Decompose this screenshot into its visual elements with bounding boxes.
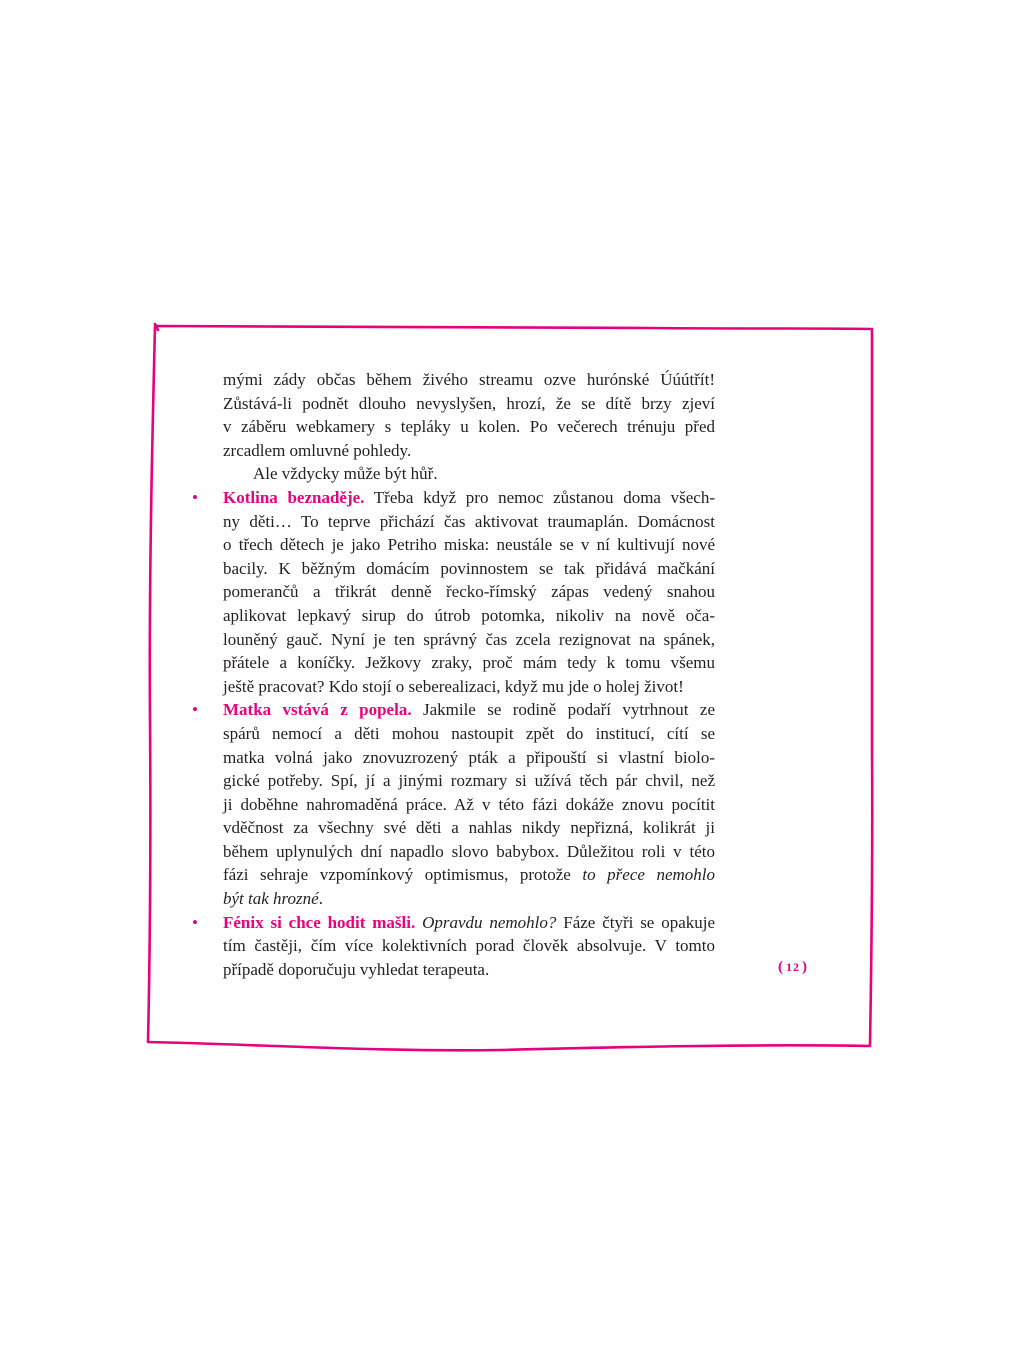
item-text: . bbox=[318, 889, 323, 909]
text-line: ještě pracovat? Kdo stojí o seberealizaci, když mu jde o holej život! bbox=[223, 676, 684, 696]
text-line bbox=[223, 698, 715, 722]
text-line: pomerančů a třikrát denně řecko-římský zápas vedený snahou bbox=[223, 582, 715, 602]
text-line: bacily. K běžným domácím povinnostem se tak přidává mačkání bbox=[223, 558, 715, 578]
item-title: Kotlina beznaděje. bbox=[223, 487, 365, 507]
text-line: o třech dětech je jako Petriho miska: neustále se v ní kultivují nové bbox=[223, 535, 715, 555]
text-line: případě doporučuju vyhledat terapeuta. bbox=[223, 959, 490, 979]
intro-paragraph bbox=[223, 368, 715, 462]
page-body bbox=[192, 368, 716, 981]
text-line: tím častěji, čím více kolektivních porad člověk absolvuje. V tomto bbox=[223, 936, 715, 956]
text-line: ny děti… To teprve přichází čas aktivovat traumaplán. Domácnost bbox=[223, 511, 715, 531]
item-title: Fénix si chce hodit mašli. bbox=[223, 912, 416, 932]
list-item-fenix bbox=[192, 911, 716, 982]
page-number-value: 12 bbox=[786, 960, 800, 974]
list-item-matka bbox=[192, 698, 715, 910]
text-line bbox=[223, 911, 715, 935]
second-paragraph bbox=[223, 462, 715, 486]
text-line: spárů nemocí a děti mohou nastoupit zpět do institucí, cítí se bbox=[223, 723, 715, 743]
text-line: mými zády občas během živého streamu ozve hurónské Úúútřít! bbox=[223, 370, 715, 389]
text-line: ji doběhne nahromaděná práce. Až v této fázi dokáže znovu pocítit bbox=[223, 794, 715, 814]
text-line: přátele a koníčky. Ježkovy zraky, proč mám tedy k tomu všemu bbox=[223, 653, 715, 673]
bullet-icon: • bbox=[192, 487, 198, 507]
item-title: Matka vstává z popela. bbox=[223, 700, 412, 720]
italic-text: Opravdu nemohlo? bbox=[422, 912, 557, 932]
bullet-icon: • bbox=[192, 700, 198, 720]
item-text: fázi sehraje vzpomínkový optimismus, protože bbox=[223, 865, 583, 885]
item-text: Fáze čtyři se opakuje bbox=[556, 912, 716, 932]
item-text: Třeba když pro nemoc zůstanou doma všech- bbox=[364, 487, 715, 507]
text-line: Ale vždycky může být hůř. bbox=[253, 464, 438, 484]
text-line bbox=[223, 887, 715, 911]
text-line bbox=[223, 863, 715, 887]
text-line: vděčnost za všechny své děti a nahlas nikdy nepřizná, kolikrát ji bbox=[223, 818, 715, 838]
text-line: louněný gauč. Nyní je ten správný čas zcela rezignovat na spánek, bbox=[223, 629, 715, 649]
page-number-open: ( bbox=[778, 959, 784, 975]
text-line: gické potřeby. Spí, jí a jinými rozmary si užívá těch pár chvil, než bbox=[223, 771, 715, 791]
italic-text: to přece nemohlo bbox=[582, 865, 715, 885]
text-line: během uplynulých dní napadlo slovo babybox. Důležitou roli v této bbox=[223, 841, 715, 861]
page-number-close: ) bbox=[802, 959, 808, 975]
text-line: zrcadlem omluvné pohledy. bbox=[223, 440, 412, 460]
text-line: Zůstává-li podnět dlouho nevyslyšen, hrozí, že se dítě brzy zjeví bbox=[223, 393, 715, 413]
text-line: v záběru webkamery s tepláky u kolen. Po večerech trénuju před bbox=[223, 417, 715, 437]
italic-text: být tak hrozné bbox=[223, 889, 319, 909]
text-line: matka volná jako znovuzrozený pták a připouští si vlastní biolo- bbox=[223, 747, 715, 767]
text-line: aplikovat lepkavý sirup do útrob potomka, nikoliv na nově oča- bbox=[223, 605, 715, 625]
list-item-kotlina bbox=[192, 486, 715, 698]
item-text: Jakmile se rodině podaří vytrhnout ze bbox=[411, 700, 715, 720]
text-line bbox=[223, 486, 715, 510]
page-number bbox=[778, 959, 808, 976]
bullet-icon: • bbox=[192, 912, 198, 932]
